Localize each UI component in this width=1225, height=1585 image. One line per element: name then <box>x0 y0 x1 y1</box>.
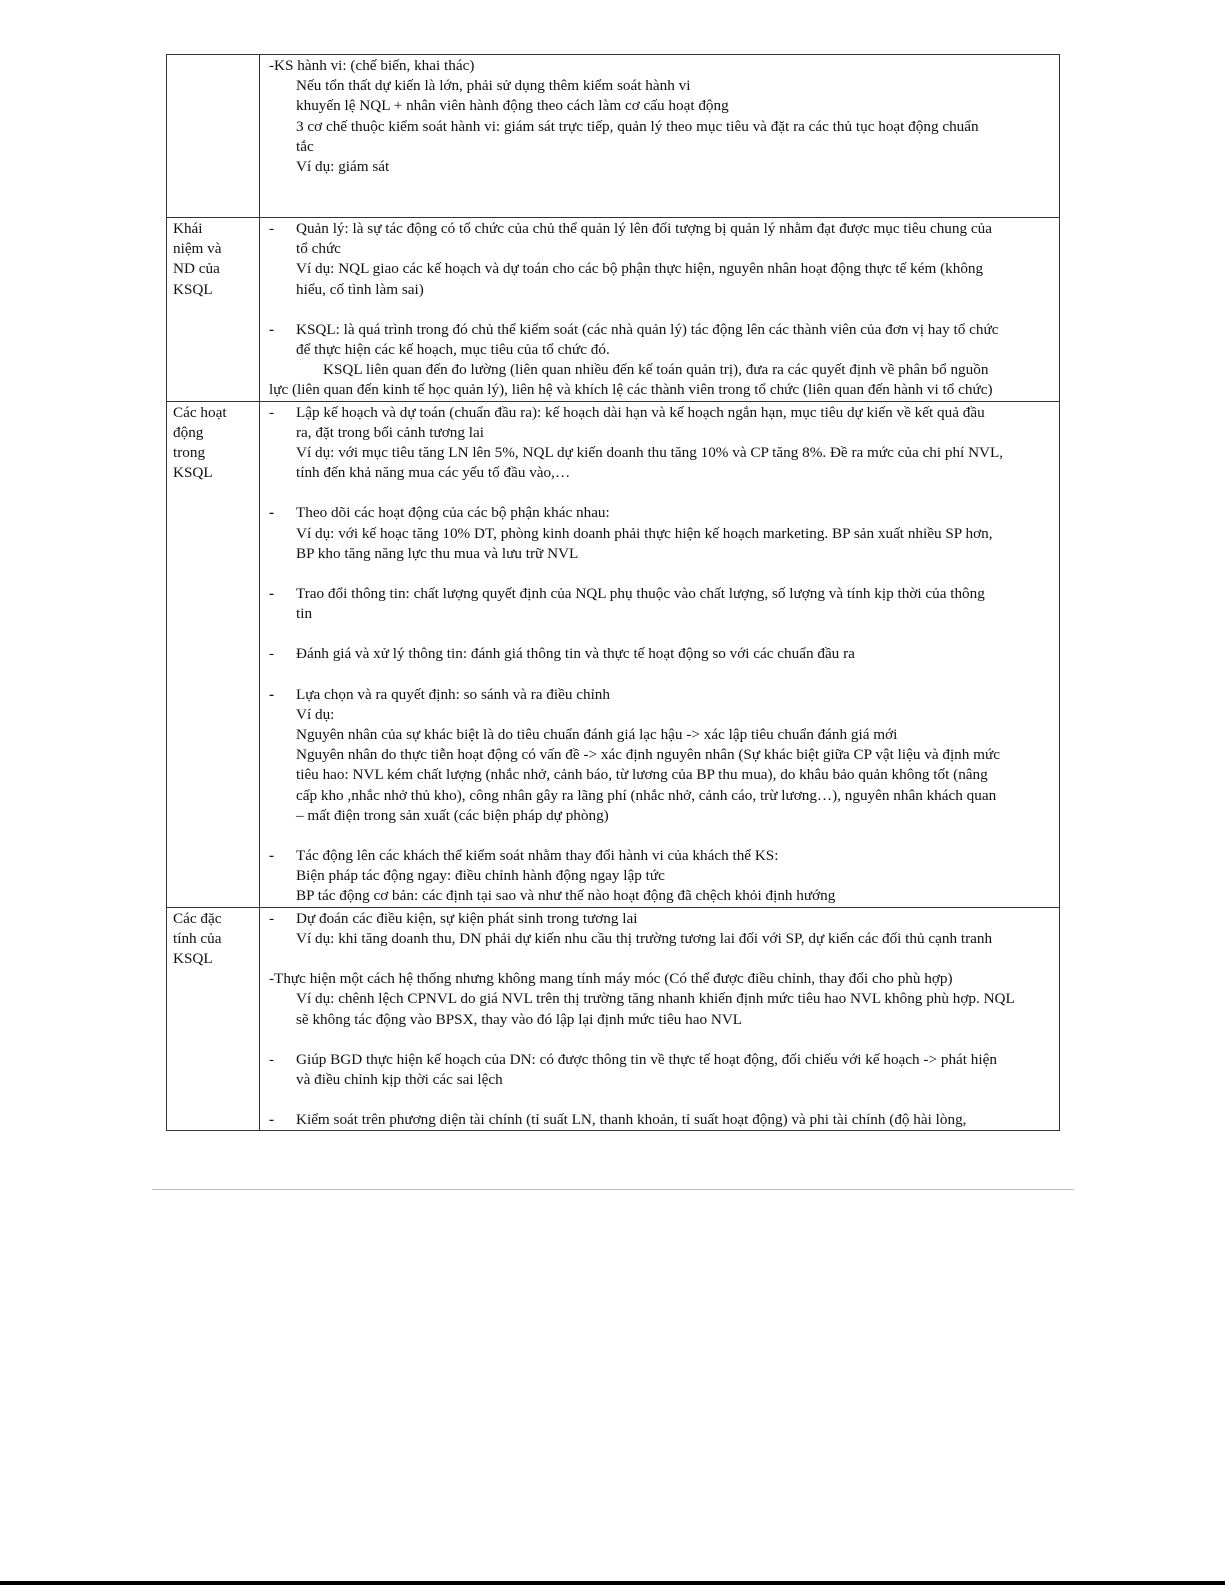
text-line: tính đến khả năng mua các yếu tố đầu vào,… <box>296 464 571 482</box>
text-line: BP tác động cơ bản: các định tại sao và như thế nào hoạt động đã chệch khỏi định hướng <box>296 887 836 905</box>
text-line: – mất điện trong sản xuất (các biện pháp dự phòng) <box>296 806 609 824</box>
table-row <box>167 218 1060 402</box>
text-line: Ví dụ: khi tăng doanh thu, DN phải dự kiến nhu cầu thị trường tương lai đối với SP, dự kiến các đối thủ cạnh tranh <box>296 929 993 947</box>
bullet-item: - Giúp BGD thực hiện kế hoạch của DN: có được thông tin về thực tế hoạt động, đối chiếu với kế hoạch -> phát hiện <box>269 1050 1055 1070</box>
text-line: KSQL liên quan đến đo lường (liên quan nhiều đến kế toán quản trị), đưa ra các quyết định về phân bổ nguồn <box>323 361 989 379</box>
text-line: tiêu hao: NVL kém chất lượng (nhắc nhở, cảnh báo, từ lương của BP thu mua), do khâu bảo quản không tốt (nâng <box>296 766 988 784</box>
row-label-line: Các hoạt <box>173 403 227 421</box>
row-label-line: ND của <box>173 260 220 278</box>
bullet-item: - Lập kế hoạch và dự toán (chuẩn đầu ra): kế hoạch dài hạn và kế hoạch ngắn hạn, mục tiêu dự kiến về kết quả đầu <box>269 403 1055 423</box>
text-line: Ví dụ: NQL giao các kế hoạch và dự toán cho các bộ phận thực hiện, nguyên nhân hoạt động thực tế kém (không <box>296 260 984 278</box>
page-divider <box>152 1189 1074 1190</box>
dash-marker: - <box>269 220 275 237</box>
dash-marker: - <box>269 847 275 865</box>
text-line: hiểu, cố tình làm sai) <box>296 280 424 298</box>
dash-marker: - <box>269 504 275 522</box>
bullet-item: - Theo dõi các hoạt động của các bộ phận khác nhau: <box>269 503 1055 523</box>
table-row <box>167 401 1060 907</box>
row-content-cell <box>260 218 1060 402</box>
bottom-edge-bar <box>0 1581 1225 1585</box>
text-line: ra, đặt trong bối cảnh tương lai <box>296 423 484 441</box>
text-line: BP kho tăng năng lực thu mua và lưu trữ NVL <box>296 544 579 562</box>
dash-marker: - <box>269 320 275 338</box>
text-line: Ví dụ: <box>296 705 335 723</box>
row-content-cell <box>260 55 1060 218</box>
text-line: Ví dụ: giám sát <box>296 158 390 176</box>
text-line: -KS hành vi: (chế biến, khai thác) <box>269 57 475 74</box>
row-content-cell <box>260 401 1060 907</box>
bullet-item: - Tác động lên các khách thể kiểm soát nhằm thay đổi hành vi của khách thể KS: <box>269 846 1055 866</box>
bullet-item: - Kiểm soát trên phương diện tài chính (tỉ suất LN, thanh khoản, tỉ suất hoạt động) và phi tài chính (độ hài lòng, <box>269 1110 1055 1130</box>
row-label-line: động <box>173 423 204 441</box>
row-label-line: Các đặc <box>173 909 222 927</box>
text-line: Nguyên nhân do thực tiễn hoạt động có vấn đề -> xác định nguyên nhân (Sự khác biệt giữa CP vật liệu và định mức <box>296 746 1000 764</box>
dash-marker: - <box>269 685 275 703</box>
text-line: sẽ không tác động vào BPSX, thay vào đó lập lại định mức tiêu hao NVL <box>296 1010 743 1028</box>
row-label-cell <box>167 218 260 402</box>
dash-marker: - <box>269 1111 275 1129</box>
row-label-line: trong <box>173 444 206 462</box>
bullet-item: - KSQL: là quá trình trong đó chủ thể kiểm soát (các nhà quản lý) tác động lên các thành viên của đơn vị hay tổ chức <box>269 320 1055 340</box>
dash-marker: - <box>269 403 275 421</box>
row-label-cell <box>167 401 260 907</box>
row-label-line: Khái <box>173 220 203 237</box>
dash-marker: - <box>269 585 275 603</box>
bullet-item: - Đánh giá và xử lý thông tin: đánh giá thông tin và thực tế hoạt động so với các chuẩn đầu ra <box>269 644 1055 664</box>
document-table <box>166 54 1060 1131</box>
text-line: Ví dụ: với mục tiêu tăng LN lên 5%, NQL dự kiến doanh thu tăng 10% và CP tăng 8%. Đề ra mức của chi phí NVL, <box>296 444 1004 462</box>
text-line: -Thực hiện một cách hệ thống nhưng không mang tính máy móc (Có thể được điều chỉnh, thay đổi cho phù hợp) <box>269 970 953 988</box>
text-line: tổ chức <box>296 240 341 258</box>
text-line: tin <box>296 605 313 623</box>
text-line: lực (liên quan đến kinh tế học quản lý), liên hệ và khích lệ các thành viên trong tổ chức (liên quan đến hành vi tổ chức) <box>269 381 993 399</box>
text-line: Ví dụ: chênh lệch CPNVL do giá NVL trên thị trường tăng nhanh khiến định mức tiêu hao NVL không phù hợp. NQL <box>296 990 1015 1008</box>
bullet-item: - Lựa chọn và ra quyết định: so sánh và ra điều chỉnh <box>269 685 1055 705</box>
bullet-item: - Trao đổi thông tin: chất lượng quyết định của NQL phụ thuộc vào chất lượng, số lượng và tính kịp thời của thông <box>269 584 1055 604</box>
text-line: khuyến lệ NQL + nhân viên hành động theo cách làm cơ cấu hoạt động <box>296 97 729 115</box>
text-line: và điều chỉnh kịp thời các sai lệch <box>296 1070 503 1088</box>
row-label-cell <box>167 907 260 1131</box>
text-line: để thực hiện các kế hoạch, mục tiêu của tổ chức đó. <box>296 341 610 359</box>
row-label-line: KSQL <box>173 464 213 482</box>
text-line: tắc <box>296 137 314 155</box>
row-content-cell <box>260 907 1060 1131</box>
text-line: Nếu tổn thất dự kiến là lớn, phải sử dụng thêm kiểm soát hành vi <box>296 77 691 95</box>
dash-marker: - <box>269 1050 275 1068</box>
table-row <box>167 55 1060 218</box>
text-line: Nguyên nhân của sự khác biệt là do tiêu chuẩn đánh giá lạc hậu -> xác lập tiêu chuẩn đánh giá mới <box>296 726 898 744</box>
text-line: Ví dụ: với kế hoạc tăng 10% DT, phòng kinh doanh phải thực hiện kế hoạch marketing. BP sản xuất nhiều SP hơn, <box>296 524 993 542</box>
row-label-line: KSQL <box>173 950 213 968</box>
bullet-item: - Quản lý: là sự tác động có tổ chức của chủ thể quản lý lên đối tượng bị quản lý nhằm đạt được mục tiêu chung của <box>269 219 1055 239</box>
text-line: cấp kho ,nhắc nhở thủ kho), công nhân gây ra lãng phí (nhắc nhở, cảnh cáo, trừ lương…), nguyên nhân khách quan <box>296 786 997 804</box>
row-label-line: niệm và <box>173 240 222 258</box>
text-line: Biện pháp tác động ngay: điều chỉnh hành động ngay lập tức <box>296 867 665 885</box>
dash-marker: - <box>269 645 275 663</box>
row-label-line: KSQL <box>173 280 213 298</box>
row-label-cell <box>167 55 260 218</box>
bullet-item: - Dự đoán các điều kiện, sự kiện phát sinh trong tương lai <box>269 909 1055 929</box>
text-line: 3 cơ chế thuộc kiểm soát hành vi: giám sát trực tiếp, quản lý theo mục tiêu và đặt ra các thủ tục hoạt động chuẩn <box>296 117 979 135</box>
dash-marker: - <box>269 909 275 927</box>
row-label-line: tính của <box>173 929 222 947</box>
table-row <box>167 907 1060 1131</box>
